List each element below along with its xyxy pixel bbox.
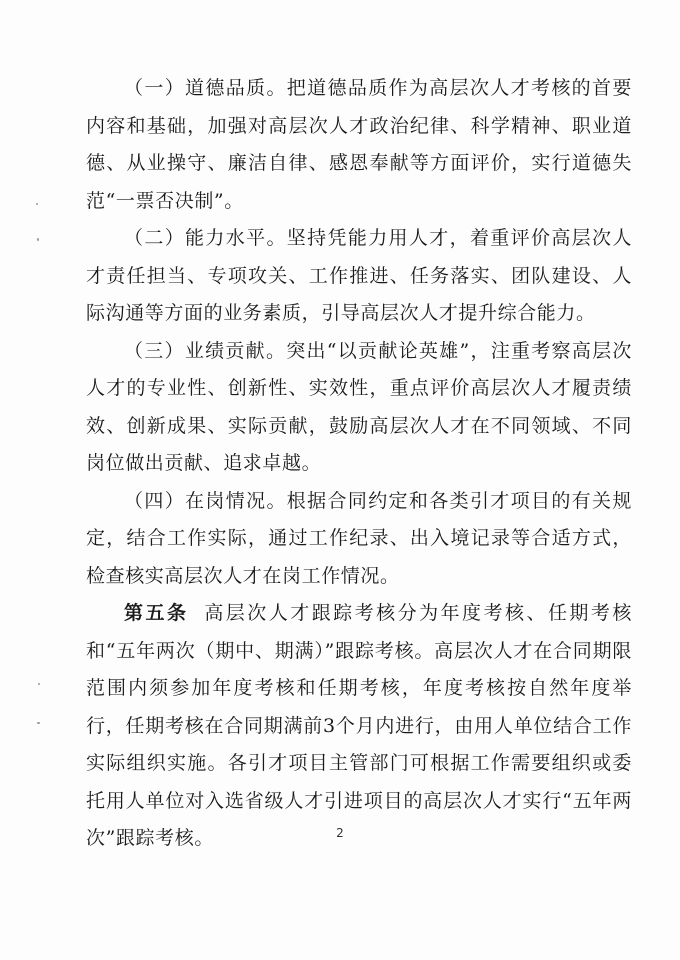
- scan-speck: [37, 722, 40, 724]
- paragraph-performance: [86, 333, 632, 483]
- paragraph-text: （二）能力水平。坚持凭能力用人才，着重评价高层次人才责任担当、专项攻关、工作推进、任务落实、团队建设、人际沟通等方面的业务素质，引导高层次人才提升综合能力。: [86, 227, 632, 324]
- paragraph-article-five: [86, 595, 632, 858]
- paragraph-text: （四）在岗情况。根据合同约定和各类引才项目的有关规定，结合工作实际，通过工作纪录、出入境记录等合适方式，检查核实高层次人才在岗工作情况。: [86, 489, 632, 587]
- paragraph-text: （一）道德品质。把道德品质作为高层次人才考核的首要内容和基础，加强对高层次人才政治纪律、科学精神、职业道德、从业操守、廉洁自律、感恩奉献等方面评价，实行道德失范“一票否决制”。: [86, 77, 632, 212]
- paragraph-text: （三）业绩贡献。突出“以贡献论英雄”，注重考察高层次人才的专业性、创新性、实效性，重点评价高层次人才履责绩效、创新成果、实际贡献，鼓励高层次人才在不同领域、不同岗位做出贡献、追求卓越。: [86, 339, 632, 474]
- paragraph-morality: [86, 70, 632, 220]
- article-heading: 第五条: [124, 602, 189, 624]
- paragraph-ability: [86, 220, 632, 333]
- document-body: [86, 70, 632, 858]
- paragraph-on-duty: [86, 483, 632, 596]
- scan-speck: [36, 203, 38, 205]
- scan-speck: [37, 238, 39, 241]
- paragraph-text: 高层次人才跟踪考核分为年度考核、任期考核和“五年两次（期中、期满）”跟踪考核。高层次人才在合同期限范围内须参加年度考核和任期考核，年度考核按自然年度举行，任期考核在合同期满前3个月内进行，由用人单位结合工作实际组织实施。各引才项目主管部门可根据工作需要组织或委托用人单位对入选省级人才引进项目的高层次人才实行“五年两次”跟踪考核。: [86, 602, 632, 849]
- page-number: 2: [336, 826, 344, 840]
- scan-speck: [38, 683, 40, 685]
